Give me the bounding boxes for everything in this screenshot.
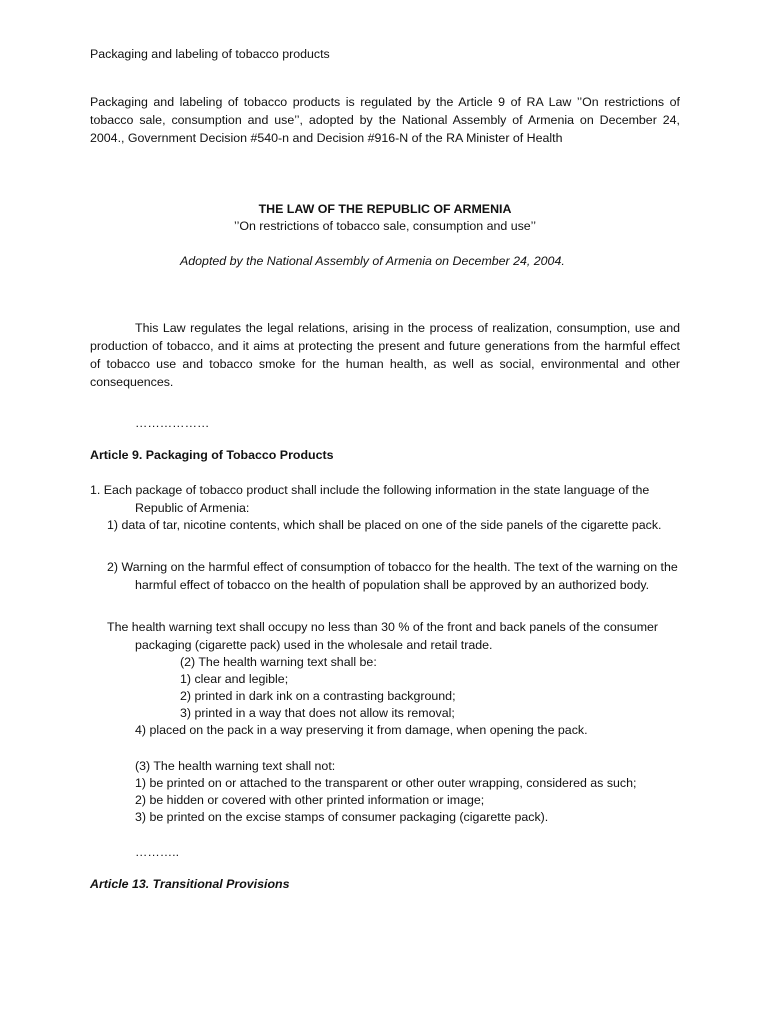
adopted-line: Adopted by the National Assembly of Armenia on December 24, 2004. bbox=[180, 254, 565, 268]
preamble-paragraph: This Law regulates the legal relations, arising in the process of realization, consumption, use and production of tobacco, and it aims at protecting the present and future generations from the harmful effect of tobacco use and tobacco smoke for the human health, as well as social, environmental and other consequences. bbox=[90, 321, 680, 389]
article-9-item-4: 4) placed on the pack in a way preserving it from damage, when opening the pack. bbox=[135, 723, 588, 737]
shall-not-intro: (3) The health warning text shall not: bbox=[135, 759, 336, 773]
shall-be-intro: (2) The health warning text shall be: bbox=[180, 655, 377, 669]
shall-not-item: 2) be hidden or covered with other printed information or image; bbox=[135, 793, 485, 807]
article-9-item-1: 1. Each package of tobacco product shall include the following information in the state language of the Republic of Armenia: bbox=[90, 483, 650, 515]
article-9-item-1-2: 2) Warning on the harmful effect of consumption of tobacco for the health. The text of the warning on the harmful effect of tobacco on the health of population shall be approved by an authorized body. bbox=[107, 560, 678, 592]
doc-heading: Packaging and labeling of tobacco products bbox=[90, 47, 330, 61]
shall-be-item: 3) printed in a way that does not allow its removal; bbox=[180, 706, 455, 720]
shall-not-item: 3) be printed on the excise stamps of consumer packaging (cigarette pack). bbox=[135, 810, 549, 824]
shall-be-item: 1) clear and legible; bbox=[180, 672, 289, 686]
article-9-item-1-1: 1) data of tar, nicotine contents, which shall be placed on one of the side panels of the cigarette pack. bbox=[107, 518, 662, 532]
ellipsis-separator: ……………… bbox=[135, 416, 210, 430]
article-9-title: Article 9. Packaging of Tobacco Products bbox=[90, 448, 334, 462]
article-13-title: Article 13. Transitional Provisions bbox=[90, 877, 290, 891]
ellipsis-separator: ……….. bbox=[135, 845, 180, 859]
law-title: THE LAW OF THE REPUBLIC OF ARMENIA bbox=[258, 202, 512, 216]
warning-occupy-paragraph: The health warning text shall occupy no less than 30 % of the front and back panels of the consumer packaging (cigarette pack) used in the wholesale and retail trade. bbox=[107, 620, 659, 652]
intro-paragraph: Packaging and labeling of tobacco products is regulated by the Article 9 of RA Law ’’On restrictions of tobacco sale, consumption and use’’, adopted by the National Assembly of Armenia on December 24, 2004., Government Decision #540-n and Decision #916-N of the RA Minister of Health bbox=[90, 95, 680, 145]
law-subtitle: ’’On restrictions of tobacco sale, consumption and use’’ bbox=[234, 219, 536, 233]
shall-not-item: 1) be printed on or attached to the transparent or other outer wrapping, considered as such; bbox=[135, 776, 637, 790]
shall-be-item: 2) printed in dark ink on a contrasting background; bbox=[180, 689, 456, 703]
